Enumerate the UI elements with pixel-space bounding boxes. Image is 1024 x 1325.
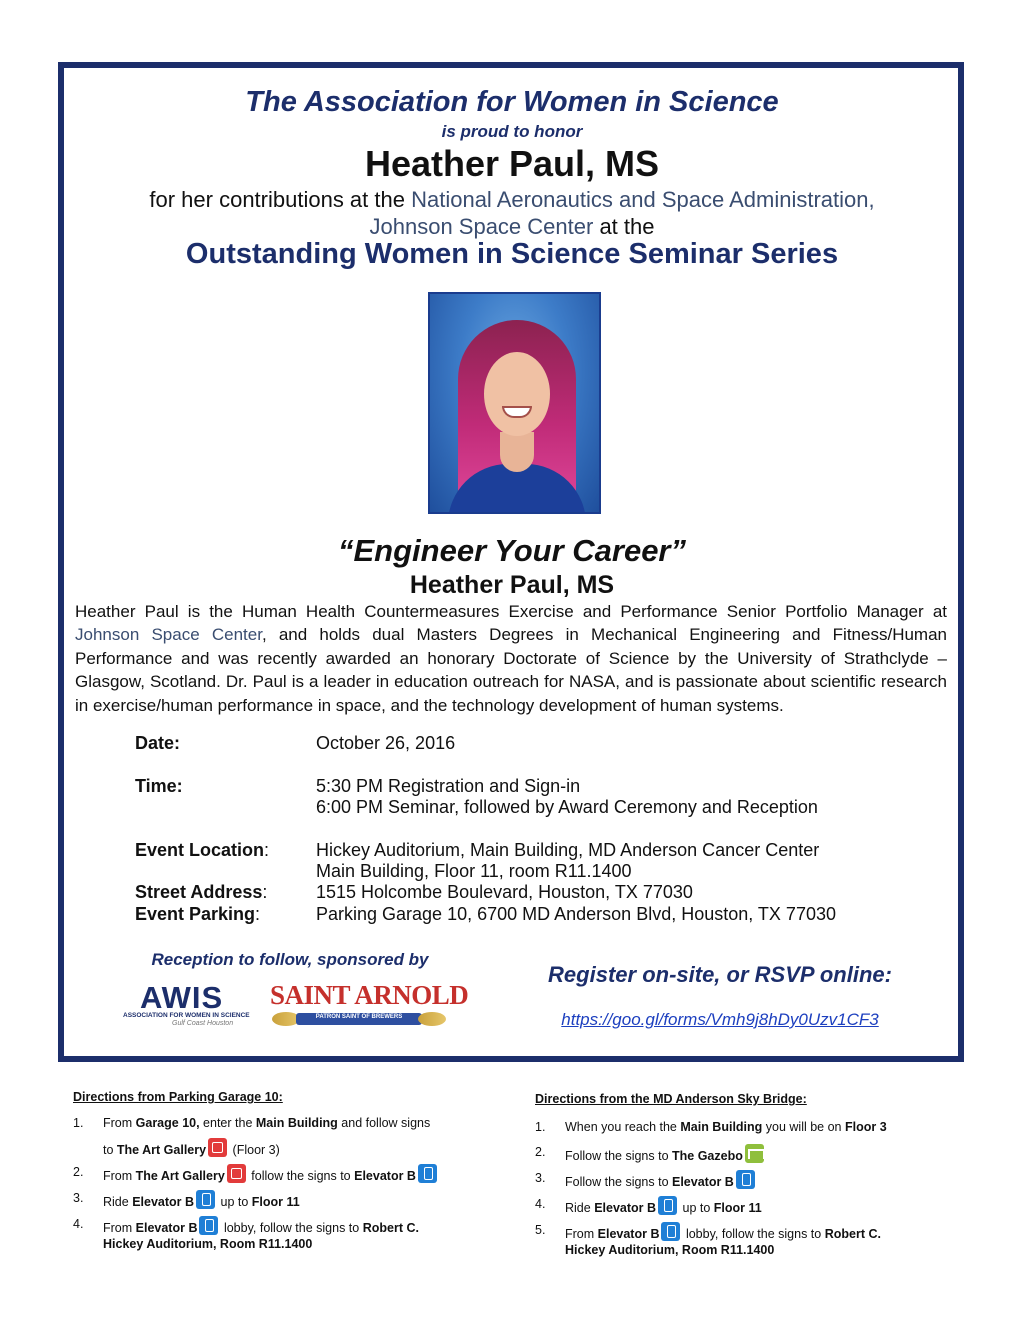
saint-arnold-tagline: PATRON SAINT OF BREWERS bbox=[315, 1014, 403, 1020]
seminar-series-title: Outstanding Women in Science Seminar Series bbox=[185, 238, 839, 270]
bio-part-1: Heather Paul is the Human Health Countermeasures Exercise and Performance Senior Portfolio Manager at bbox=[75, 602, 947, 621]
date-value: October 26, 2016 bbox=[316, 733, 456, 753]
awis-logo-text: AWIS bbox=[140, 980, 224, 1015]
address-label: Street Address bbox=[135, 882, 263, 902]
gazebo-icon bbox=[745, 1144, 764, 1163]
organization-title: The Association for Women in Science bbox=[245, 86, 779, 118]
awis-logo bbox=[120, 980, 255, 1030]
directions-bridge: Directions from the MD Anderson Sky Bridge: 1. When you reach the Main Building you will be on Floor 3 2. Follow the signs to The Gazebo 3. Follow the signs to Elevator B 4. Ride Elevator B up to Floor 11 5. From Elevator B lobby, follow the signs to Robert C. Hickey Auditorium, Room R11.1400 bbox=[535, 1092, 975, 1106]
contrib-center: Johnson Space Center bbox=[369, 214, 594, 239]
speaker-name: Heather Paul, MS bbox=[409, 571, 615, 599]
location-line-2: Main Building, Floor 11, room R11.1400 bbox=[316, 861, 632, 881]
date-label: Date: bbox=[135, 733, 181, 753]
directions-bridge-heading: Directions from the MD Anderson Sky Bridge: bbox=[535, 1092, 807, 1106]
awis-logo-subtitle: ASSOCIATION FOR WOMEN IN SCIENCE bbox=[123, 1012, 250, 1019]
directions-garage: Directions from Parking Garage 10: 1. From Garage 10, enter the Main Building and follow signs to The Art Gallery (Floor 3) 2. From The Art Gallery follow the signs to Elevator B 3. Ride Elevator B up to Floor 11 4. From Elevator B lobby, follow the signs to Robert C. Hickey Auditorium, Room R11.1400 bbox=[73, 1090, 513, 1104]
bio-jsc: Johnson Space Center bbox=[75, 625, 262, 645]
bio-part-2: , and holds dual Masters Degrees in Mechanical Engineering and Fitness/Human Performance and was recently awarded an honorary Doctorate of Science by the University of Strathclyde – Glasgow, Scotland. Dr. Paul is a leader in education outreach for NASA, and is passionate about scientific research in exercise/human performance in space, and the technology development of human systems. bbox=[75, 625, 947, 715]
contrib-prefix: for her contributions at the bbox=[149, 187, 412, 212]
speaker-portrait bbox=[428, 292, 601, 514]
saint-arnold-name: SAINT ARNOLD bbox=[270, 980, 469, 1010]
parking-label: Event Parking bbox=[135, 904, 256, 924]
time-label: Time: bbox=[135, 776, 183, 796]
contrib-org: National Aeronautics and Space Administration, bbox=[411, 187, 875, 212]
location-line-1: Hickey Auditorium, Main Building, MD Anderson Cancer Center bbox=[316, 840, 820, 860]
art-gallery-icon bbox=[227, 1164, 246, 1183]
talk-title: “Engineer Your Career” bbox=[337, 533, 686, 568]
reception-sponsor-line: Reception to follow, sponsored by bbox=[151, 950, 429, 969]
elevator-icon bbox=[418, 1164, 437, 1183]
speaker-bio bbox=[75, 600, 947, 717]
portrait-neck bbox=[500, 432, 534, 472]
address-value: 1515 Holcombe Boulevard, Houston, TX 77030 bbox=[316, 882, 693, 902]
proud-to-honor: is proud to honor bbox=[441, 122, 583, 141]
contrib-suffix: at the bbox=[593, 214, 655, 239]
art-gallery-icon bbox=[208, 1138, 227, 1157]
portrait-face bbox=[484, 352, 550, 436]
elevator-icon bbox=[736, 1170, 755, 1189]
parking-value: Parking Garage 10, 6700 MD Anderson Blvd, Houston, TX 77030 bbox=[316, 904, 836, 924]
honoree-name: Heather Paul, MS bbox=[364, 143, 660, 184]
contribution-line bbox=[0, 186, 1024, 240]
elevator-icon bbox=[661, 1222, 680, 1241]
time-line-1: 5:30 PM Registration and Sign-in bbox=[316, 776, 581, 796]
elevator-icon bbox=[658, 1196, 677, 1215]
wheat-right-icon bbox=[418, 1012, 446, 1026]
register-prompt: Register on-site, or RSVP online: bbox=[548, 962, 892, 987]
rsvp-link[interactable]: https://goo.gl/forms/Vmh9j8hDy0Uzv1CF3 bbox=[561, 1010, 879, 1029]
location-label: Event Location bbox=[135, 840, 265, 860]
awis-chapter: Gulf Coast Houston bbox=[172, 1020, 234, 1027]
saint-arnold-logo bbox=[268, 980, 469, 1032]
elevator-icon bbox=[199, 1216, 218, 1235]
time-line-2: 6:00 PM Seminar, followed by Award Ceremony and Reception bbox=[316, 797, 818, 817]
elevator-icon bbox=[196, 1190, 215, 1209]
directions-garage-heading: Directions from Parking Garage 10: bbox=[73, 1090, 283, 1104]
